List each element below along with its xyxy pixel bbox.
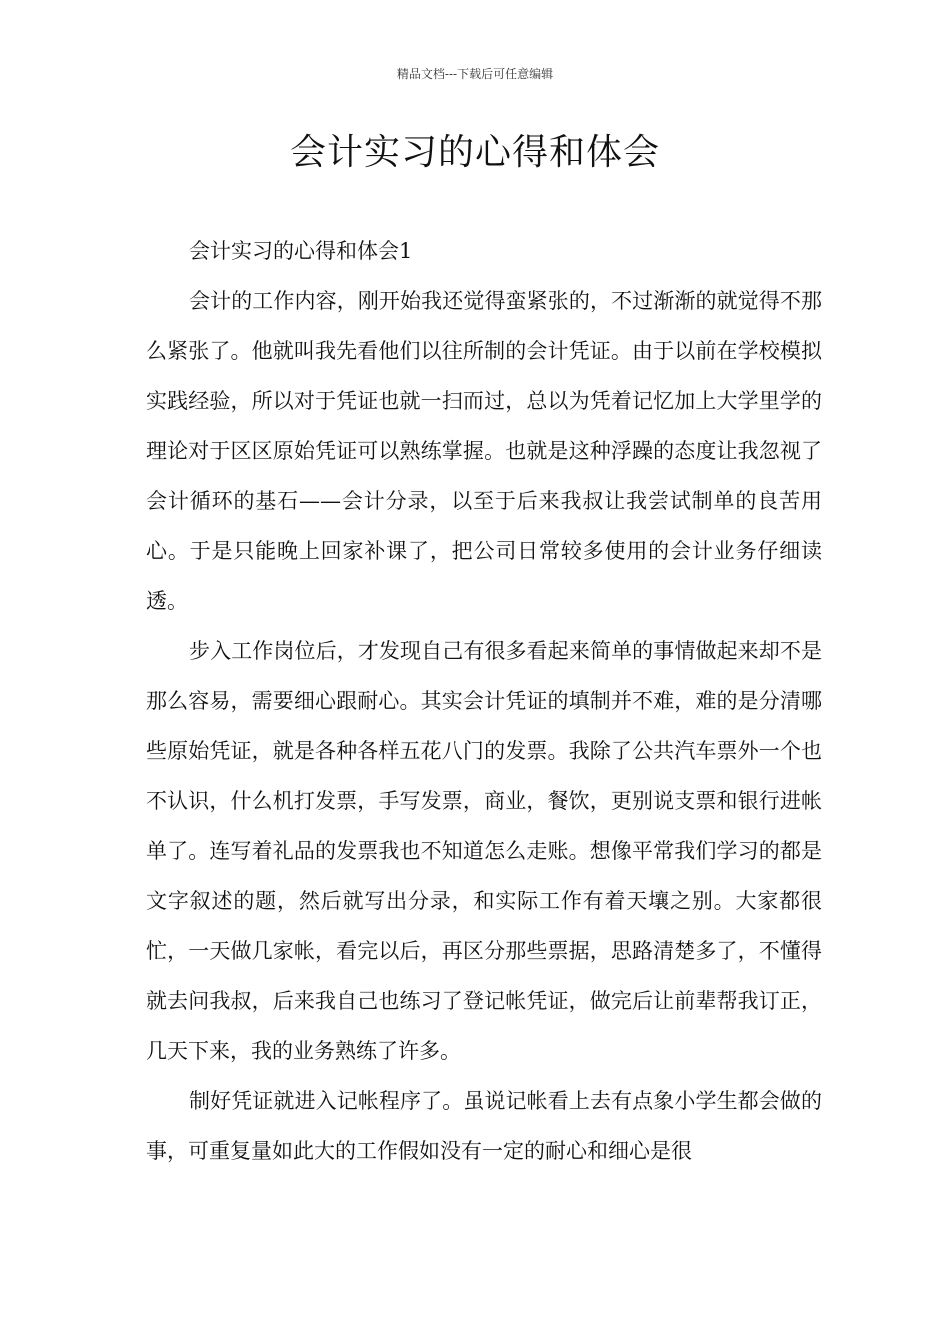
paragraph-3: 制好凭证就进入记帐程序了。虽说记帐看上去有点象小学生都会做的事，可重复量如此大的工作假如没有一定的耐心和细心是很: [146, 1089, 822, 1163]
document-body: [146, 226, 822, 1176]
paragraph-1: 会计的工作内容，刚开始我还觉得蛮紧张的，不过渐渐的就觉得不那么紧张了。他就叫我先看他们以往所制的会计凭证。由于以前在学校模拟实践经验，所以对于凭证也就一扫而过，总以为凭着记忆加上大学里学的理论对于区区原始凭证可以熟练掌握。也就是这种浮躁的态度让我忽视了会计循环的基石——会计分录，以至于后来我叔让我尝试制单的良苦用心。于是只能晚上回家补课了，把公司日常较多使用的会计业务仔细读透。: [146, 289, 822, 613]
header-note: 精品文档---下载后可任意编辑: [396, 67, 554, 81]
paragraph-2: 步入工作岗位后，才发现自己有很多看起来简单的事情做起来却不是那么容易，需要细心跟耐心。其实会计凭证的填制并不难，难的是分清哪些原始凭证，就是各种各样五花八门的发票。我除了公共汽车票外一个也不认识，什么机打发票，手写发票，商业，餐饮，更别说支票和银行进帐单了。连写着礼品的发票我也不知道怎么走账。想像平常我们学习的都是文字叙述的题，然后就写出分录，和实际工作有着天壤之别。大家都很忙，一天做几家帐，看完以后，再区分那些票据，思路清楚多了，不懂得就去问我叔，后来我自己也练习了登记帐凭证，做完后让前辈帮我订正，几天下来，我的业务熟练了许多。: [146, 639, 822, 1063]
section-heading: 会计实习的心得和体会1: [189, 239, 413, 263]
document-title: 会计实习的心得和体会: [289, 132, 660, 173]
